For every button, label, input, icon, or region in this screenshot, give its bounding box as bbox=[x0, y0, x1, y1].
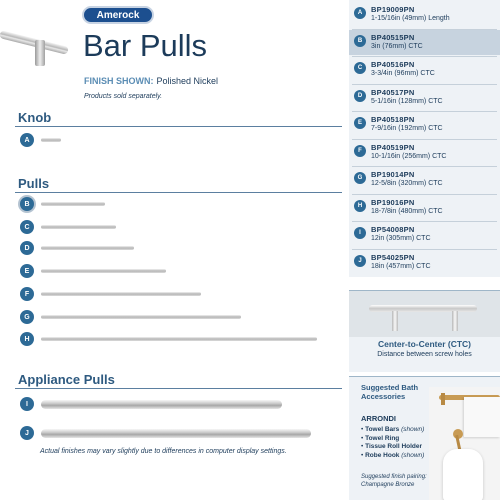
sku-size: 12in (305mm) CTC bbox=[371, 235, 431, 242]
pull-image-a bbox=[41, 138, 61, 142]
accessories-collection: ARRONDI bbox=[361, 414, 396, 423]
pull-image-h bbox=[41, 337, 317, 341]
sku-row-d bbox=[349, 85, 500, 110]
pull-image-f bbox=[41, 292, 201, 296]
accessories-photo bbox=[429, 387, 500, 500]
row-badge-j: J bbox=[20, 426, 34, 440]
sku-size: 18-7/8in (480mm) CTC bbox=[371, 207, 443, 215]
sku-number: BP54008PN bbox=[371, 225, 415, 234]
accessories-title: Suggested Bath Accessories bbox=[361, 383, 419, 401]
finish-pairing bbox=[361, 473, 427, 489]
ctc-diagram bbox=[349, 291, 500, 337]
accessories-list bbox=[361, 426, 424, 460]
towel-image bbox=[464, 397, 500, 437]
sku-size: 12-5/8in (320mm) CTC bbox=[371, 180, 443, 187]
section-title-knob: Knob bbox=[18, 110, 52, 125]
disclaimer: Actual finishes may vary slightly due to differences in computer display settings. bbox=[40, 448, 287, 455]
pull-image-e bbox=[41, 269, 166, 273]
pull-image-j bbox=[41, 429, 311, 438]
sku-size: 5-1/16in (128mm) CTC bbox=[371, 97, 443, 105]
sku-size: 10-1/16in (256mm) CTC bbox=[371, 152, 447, 160]
accessory-item: • Towel Ring bbox=[361, 435, 424, 444]
row-badge-i: I bbox=[20, 397, 34, 411]
sku-row-b bbox=[349, 30, 500, 55]
ctc-title: Center-to-Center (CTC) bbox=[377, 339, 472, 349]
row-badge-a: A bbox=[20, 133, 34, 147]
pull-image-b bbox=[41, 202, 105, 206]
sku-size: 1-15/16in (49mm) Length bbox=[371, 15, 450, 22]
sku-row-a bbox=[349, 2, 500, 27]
sku-number: BP40516PN bbox=[371, 60, 415, 69]
section-divider bbox=[15, 388, 342, 389]
sku-badge: F bbox=[354, 145, 366, 157]
section-divider bbox=[15, 126, 342, 127]
accessories-box bbox=[349, 376, 500, 500]
sku-number: BP54025PN bbox=[371, 252, 415, 262]
finish-shown bbox=[84, 76, 218, 86]
row-badge-e: E bbox=[20, 264, 34, 278]
sku-number: BP19009PN bbox=[371, 5, 415, 14]
sku-row-i bbox=[349, 222, 500, 247]
sku-badge: E bbox=[354, 117, 366, 129]
row-badge-d: D bbox=[20, 241, 34, 255]
pull-image-g bbox=[41, 315, 241, 319]
sku-badge: D bbox=[354, 90, 366, 102]
sku-badge: B bbox=[354, 35, 366, 47]
sku-badge: J bbox=[354, 255, 366, 267]
sku-badge: H bbox=[354, 200, 366, 212]
sku-number: BP40517PN bbox=[371, 87, 415, 97]
row-badge-f: F bbox=[20, 287, 34, 301]
sku-size: 3in (76mm) CTC bbox=[371, 42, 423, 50]
sku-size: 7-9/16in (192mm) CTC bbox=[371, 125, 443, 132]
sold-separately-note: Products sold separately. bbox=[84, 93, 163, 100]
sku-badge: C bbox=[354, 62, 366, 74]
sku-row-g bbox=[349, 167, 500, 192]
sku-badge: A bbox=[354, 7, 366, 19]
sku-number: BP40515PN bbox=[371, 32, 415, 42]
ctc-description: Distance between screw holes bbox=[377, 351, 472, 358]
ctc-post-image bbox=[392, 311, 398, 331]
sku-number: BP19016PN bbox=[371, 197, 415, 207]
finish-pairing-label: Suggested finish pairing: bbox=[361, 474, 427, 480]
page-title: Bar Pulls bbox=[83, 28, 208, 63]
row-badge-h: H bbox=[20, 332, 34, 346]
sku-row-e bbox=[349, 112, 500, 137]
row-badge-b: B bbox=[20, 197, 34, 211]
sku-badge: G bbox=[354, 172, 366, 184]
pull-image-i bbox=[41, 400, 282, 409]
sku-number: BP19014PN bbox=[371, 170, 415, 179]
brand-logo: Amerock bbox=[82, 6, 154, 24]
hero-bar-post-image bbox=[35, 40, 45, 66]
ctc-bar-image bbox=[369, 305, 477, 312]
sku-badge: I bbox=[354, 227, 366, 239]
section-title-appliance-pulls: Appliance Pulls bbox=[18, 372, 115, 387]
section-title-pulls: Pulls bbox=[18, 176, 50, 191]
finish-label: FINISH SHOWN: bbox=[84, 76, 154, 86]
row-badge-c: C bbox=[20, 220, 34, 234]
accessory-item: • Robe Hook (shown) bbox=[361, 452, 424, 461]
sku-size: 18in (457mm) CTC bbox=[371, 262, 431, 270]
pull-image-d bbox=[41, 246, 134, 250]
sku-row-f bbox=[349, 140, 500, 165]
sku-number: BP40518PN bbox=[371, 115, 415, 124]
accessory-item: • Tissue Roll Holder bbox=[361, 443, 424, 452]
finish-pairing-value: Champagne Bronze bbox=[361, 482, 415, 488]
sku-row-j bbox=[349, 250, 500, 275]
section-divider bbox=[15, 192, 342, 193]
robe-image bbox=[443, 449, 483, 500]
sku-row-h bbox=[349, 195, 500, 220]
towel-bar-post-image bbox=[441, 393, 445, 405]
ctc-post-image bbox=[452, 311, 458, 331]
finish-value: Polished Nickel bbox=[156, 76, 219, 86]
sku-number: BP40519PN bbox=[371, 142, 415, 152]
row-badge-g: G bbox=[20, 310, 34, 324]
pull-image-c bbox=[41, 225, 116, 229]
sku-row-c bbox=[349, 57, 500, 82]
ctc-diagram-box bbox=[349, 290, 500, 372]
accessory-item: • Towel Bars (shown) bbox=[361, 426, 424, 435]
sku-size: 3-3/4in (96mm) CTC bbox=[371, 70, 435, 77]
